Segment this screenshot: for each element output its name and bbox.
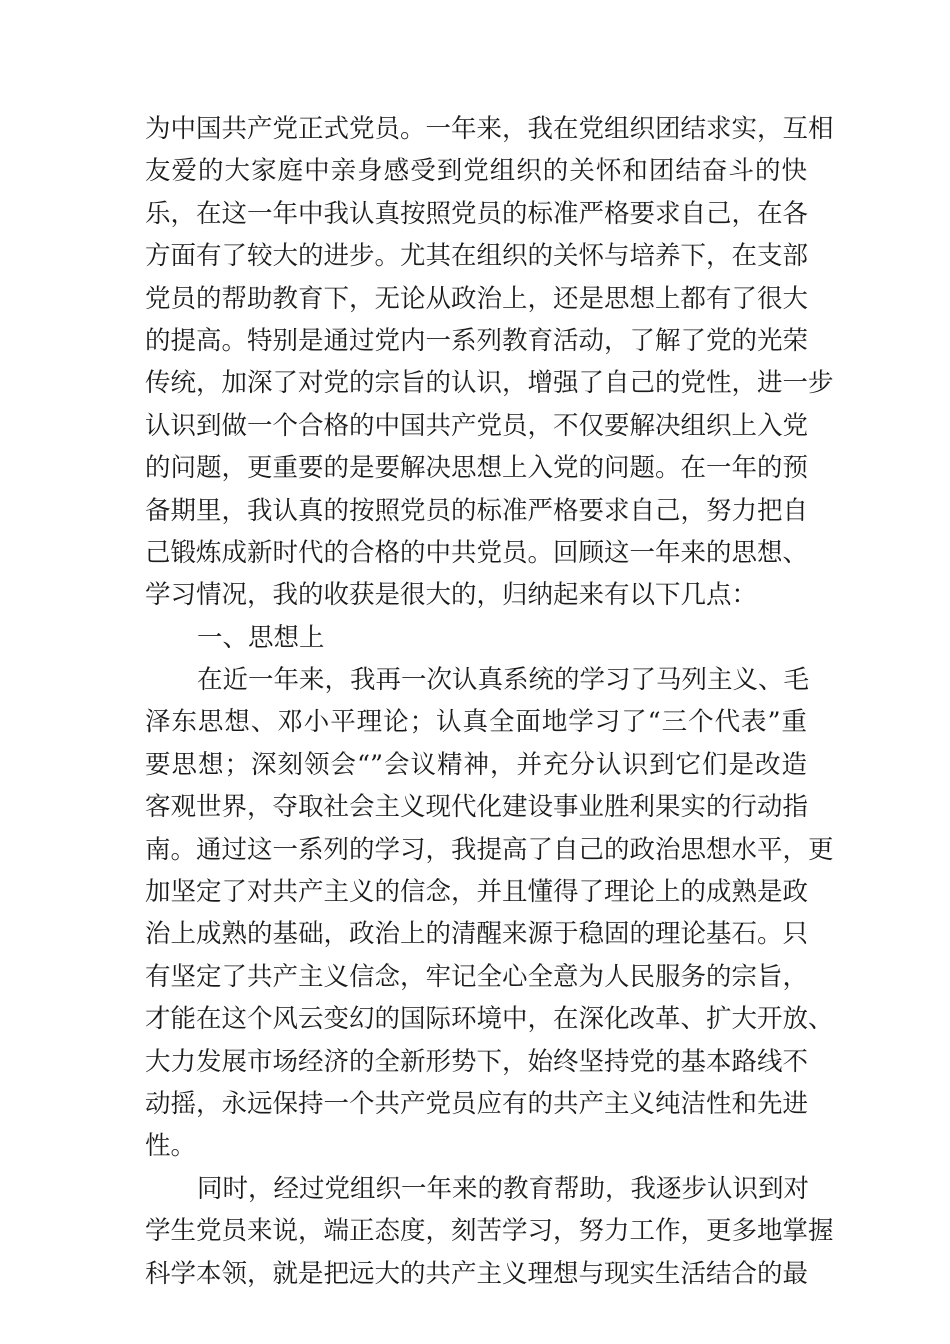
text-line: 动摇，永远保持一个共产党员应有的共产主义纯洁性和先进 (145, 1088, 809, 1119)
text-line: 治上成熟的基础，政治上的清醒来源于稳固的理论基石。只 (145, 919, 809, 950)
text-line: 己锻炼成新时代的合格的中共党员。回顾这一年来的思想、 (145, 537, 809, 568)
text-line: 才能在这个风云变幻的国际环境中，在深化改革、扩大开放、 (145, 1004, 834, 1035)
text-line: 方面有了较大的进步。尤其在组织的关怀与培养下，在支部 (145, 241, 809, 272)
text-line: 一、思想上 (197, 622, 325, 653)
text-line: 南。通过这一系列的学习，我提高了自己的政治思想水平，更 (145, 834, 834, 865)
text-line: 党员的帮助教育下，无论从政治上，还是思想上都有了很大 (145, 283, 809, 314)
text-line: 同时，经过党组织一年来的教育帮助，我逐步认识到对 (197, 1173, 810, 1204)
text-line: 科学本领，就是把远大的共产主义理想与现实生活结合的最 (145, 1258, 809, 1289)
body-text (145, 108, 834, 1295)
text-line: 认识到做一个合格的中国共产党员，不仅要解决组织上入党 (145, 410, 809, 441)
text-line: 友爱的大家庭中亲身感受到党组织的关怀和团结奋斗的快 (145, 156, 807, 187)
text-line: 性。 (145, 1131, 197, 1162)
text-line: 在近一年来，我再一次认真系统的学习了马列主义、毛 (197, 665, 810, 696)
text-line: 学习情况，我的收获是很大的，归纳起来有以下几点： (145, 580, 758, 611)
text-line: 为中国共产党正式党员。一年来，我在党组织团结求实，互相 (145, 114, 834, 144)
text-line: 客观世界，夺取社会主义现代化建设事业胜利果实的行动指 (145, 792, 809, 823)
text-line: 的提高。特别是通过党内一系列教育活动，了解了党的光荣 (145, 325, 809, 356)
text-line: 学生党员来说，端正态度，刻苦学习，努力工作，更多地掌握 (145, 1216, 834, 1247)
text-line: 的问题，更重要的是要解决思想上入党的问题。在一年的预 (145, 453, 809, 484)
text-line: 大力发展市场经济的全新形势下，始终坚持党的基本路线不 (145, 1046, 809, 1077)
text-line: 乐，在这一年中我认真按照党员的标准严格要求自己，在各 (145, 198, 809, 229)
text-line: 传统，加深了对党的宗旨的认识，增强了自己的党性，进一步 (145, 368, 834, 399)
text-line: 加坚定了对共产主义的信念，并且懂得了理论上的成熟是政 (145, 877, 809, 908)
text-line: 泽东思想、邓小平理论；认真全面地学习了“三个代表”重 (145, 707, 807, 738)
text-line: 有坚定了共产主义信念，牢记全心全意为人民服务的宗旨， (145, 961, 809, 992)
text-line: 要思想；深刻领会“”会议精神，并充分认识到它们是改造 (145, 749, 807, 780)
text-line: 备期里，我认真的按照党员的标准严格要求自己，努力把自 (145, 495, 809, 526)
